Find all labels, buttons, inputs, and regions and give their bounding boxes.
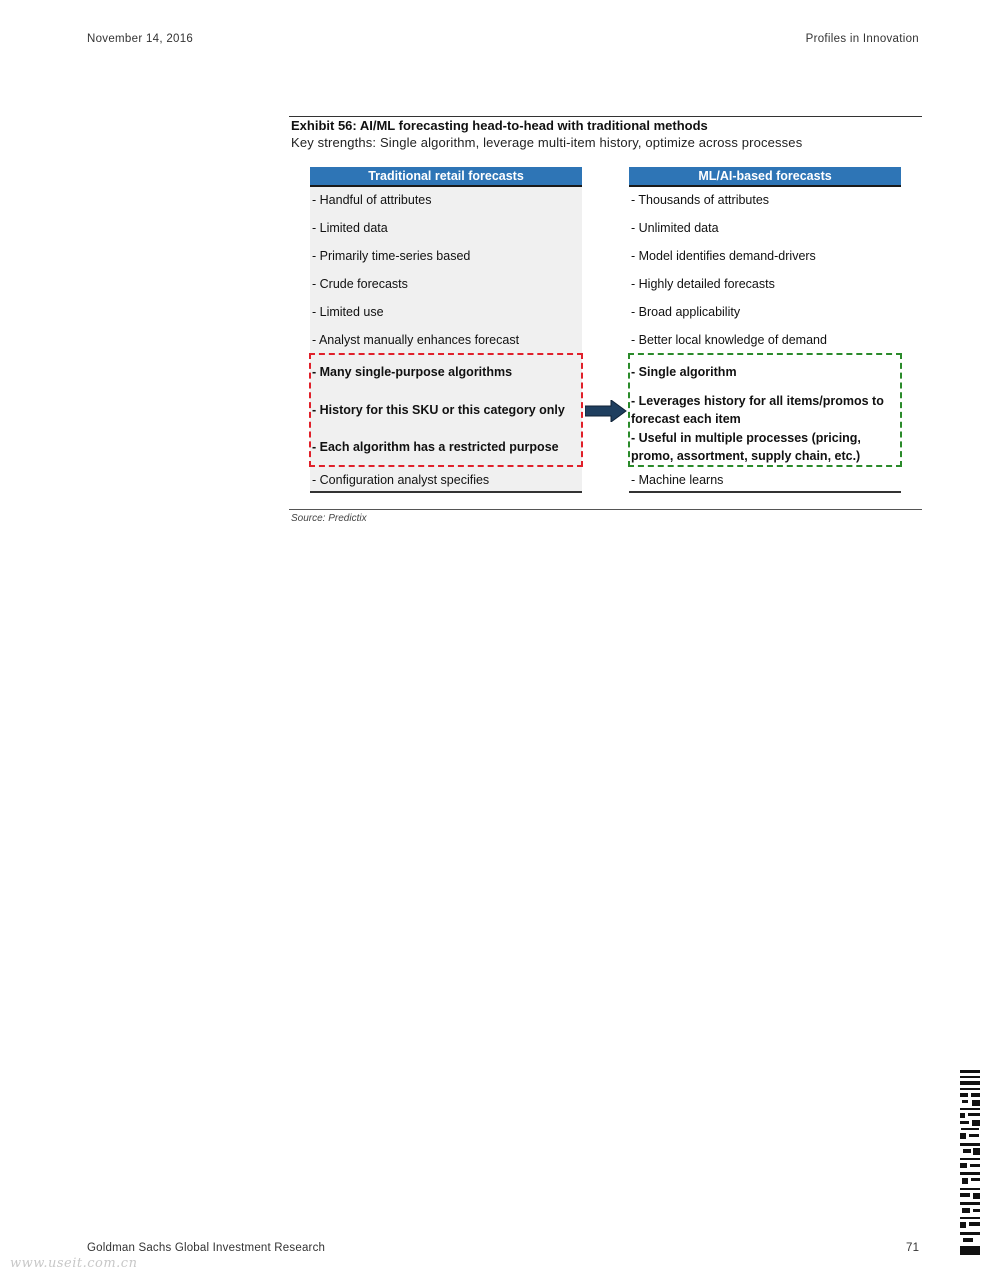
exhibit-subtitle: Key strengths: Single algorithm, leverage multi-item history, optimize across processes: [291, 135, 803, 150]
traditional-item: - Limited data: [312, 221, 388, 235]
traditional-item: - Limited use: [312, 305, 384, 319]
ml-highlight-box: [628, 353, 902, 467]
exhibit-source: Source: Predictix: [291, 513, 367, 524]
traditional-bottom-rule: [310, 491, 582, 493]
exhibit-title: Exhibit 56: AI/ML forecasting head-to-head with traditional methods: [291, 118, 708, 133]
right-arrow-icon: [585, 400, 627, 422]
traditional-highlight-item: - Each algorithm has a restricted purpose: [312, 440, 559, 454]
ml-item: - Unlimited data: [631, 221, 719, 235]
traditional-item: - Analyst manually enhances forecast: [312, 333, 520, 347]
ml-item: - Better local knowledge of demand: [631, 333, 827, 347]
ml-item: - Broad applicability: [631, 305, 741, 319]
ml-item: - Highly detailed forecasts: [631, 277, 775, 291]
watermark: www.useit.com.cn: [10, 1256, 138, 1271]
traditional-item: - Primarily time-series based: [312, 249, 471, 263]
footer-publisher: Goldman Sachs Global Investment Research: [87, 1242, 326, 1254]
traditional-item: - Configuration analyst specifies: [312, 473, 490, 487]
header-series: Profiles in Innovation: [805, 33, 919, 45]
traditional-highlight-item: - Many single-purpose algorithms: [312, 365, 513, 379]
ml-item: - Machine learns: [631, 473, 724, 487]
ml-item: - Model identifies demand-drivers: [631, 249, 816, 263]
ml-highlight-item: - Leverages history for all items/promos to forecast each item: [631, 394, 884, 426]
page-number: 71: [906, 1242, 920, 1254]
exhibit-bottom-rule: [289, 509, 922, 510]
traditional-highlight-box: [309, 353, 583, 467]
exhibit-top-rule: [289, 116, 922, 117]
traditional-heading: Traditional retail forecasts: [310, 167, 582, 187]
ml-bottom-rule: [629, 491, 901, 493]
traditional-item: - Crude forecasts: [312, 277, 408, 291]
ml-highlight-item: - Useful in multiple processes (pricing, promo, assortment, supply chain, etc.): [631, 431, 861, 463]
ml-item: - Thousands of attributes: [631, 193, 770, 207]
traditional-highlight-item: - History for this SKU or this category only: [312, 403, 565, 417]
ml-heading: ML/AI-based forecasts: [629, 167, 901, 187]
ml-highlight-item: - Single algorithm: [631, 365, 737, 379]
qr-code-icon: [958, 1068, 982, 1258]
header-date: November 14, 2016: [87, 33, 194, 45]
traditional-item: - Handful of attributes: [312, 193, 432, 207]
